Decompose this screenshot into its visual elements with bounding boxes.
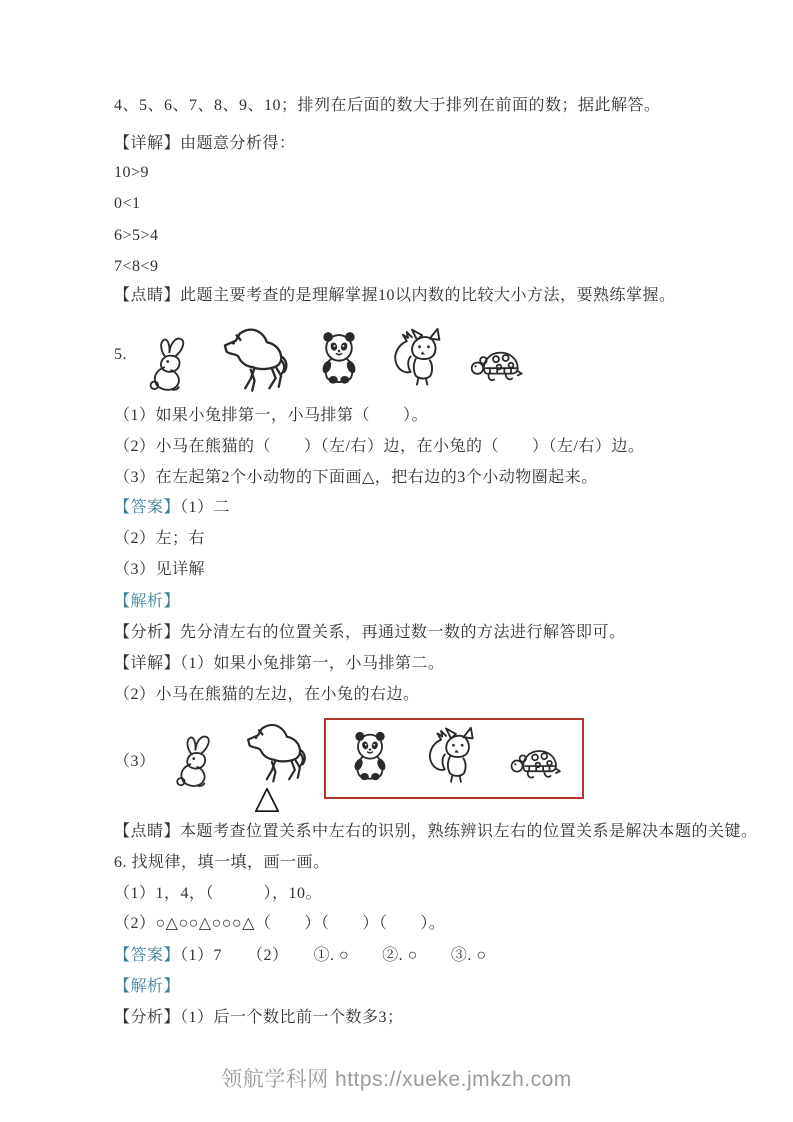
detail-label: 【详解】: [114, 135, 181, 152]
inequality-line: 10>9: [114, 164, 150, 181]
inequality-line: 6>5>4: [114, 227, 159, 244]
q6-title: 6. 找规律，填一填，画一画。: [114, 854, 330, 871]
q5-note-line: [114, 822, 758, 842]
panda-image: [340, 727, 400, 789]
inequality-line: 7<8<9: [114, 258, 159, 275]
horse-with-triangle: [236, 718, 312, 814]
analyze-text: （1）后一个数比前一个数多3；: [180, 1009, 404, 1026]
q4-note-line: [114, 286, 676, 306]
q5-sub2: （2）小马在熊猫的（ ）（左/右）边，在小兔的（ ）（左/右）边。: [114, 438, 645, 455]
answer-label: 【答案】: [114, 499, 181, 516]
answer-text: （1）二: [180, 499, 231, 516]
answer-text: （1）7 （2） ①. ○ ②. ○ ③. ○: [180, 947, 487, 964]
q6-sub1: （1）1，4，（ ），10。: [114, 885, 323, 902]
turtle-image: [463, 334, 529, 394]
analysis-label: 【解析】: [114, 978, 181, 995]
q5-analyze-line: [114, 623, 626, 643]
fox-image: [385, 326, 449, 392]
analyze-label: 【分析】: [114, 1009, 181, 1026]
q6-sub2: （2）○△○○△○○○△（ ）（ ）（ ）。: [114, 915, 446, 932]
analysis-label: 【解析】: [114, 593, 181, 610]
detail-text: 由题意分析得：: [180, 135, 296, 152]
note-label: 【点睛】: [114, 287, 181, 304]
q6-answer-line: [114, 946, 487, 966]
note-text: 此题主要考查的是理解掌握10以内数的比较大小方法，要熟练掌握。: [180, 287, 676, 304]
q5-answer2-line: （2）左；右: [114, 530, 206, 547]
q5-sub1: （1）如果小兔排第一，小马排第（ ）。: [114, 407, 429, 424]
analyze-text: 先分清左右的位置关系，再通过数一数的方法进行解答即可。: [180, 624, 626, 641]
answer-label: 【答案】: [114, 947, 181, 964]
q4-intro-text: 4、5、6、7、8、9、10；排列在后面的数大于排列在前面的数；据此解答。: [114, 97, 661, 114]
q5-animals-figure: [114, 320, 529, 400]
q5-detail1-line: [114, 654, 445, 674]
q5-answer3-line: （3）见详解: [114, 561, 206, 578]
panda-image: [307, 328, 371, 392]
detail-label: 【详解】: [114, 655, 181, 672]
rabbit-image: [141, 336, 199, 394]
fox-image: [420, 725, 482, 789]
q4-detail-line: [114, 134, 296, 154]
note-text: 本题考查位置关系中左右的识别，熟练辨识左右的位置关系是解决本题的关键。: [180, 823, 758, 840]
analyze-label: 【分析】: [114, 624, 181, 641]
triangle-mark: [251, 786, 283, 814]
inequality-line: 0<1: [114, 195, 141, 212]
q6-analyze-line: [114, 1008, 404, 1028]
horse-image: [213, 322, 293, 400]
q5-answer1-line: [114, 498, 230, 518]
q5-detail2-line: （2）小马在熊猫的左边，在小兔的右边。: [114, 686, 420, 703]
figure-label: （3）: [114, 753, 156, 770]
note-label: 【点睛】: [114, 823, 181, 840]
rabbit-image: [168, 734, 224, 790]
q5-sub3: （3）在左起第2个小动物的下面画△，把右边的3个小动物圈起来。: [114, 469, 598, 486]
site-watermark: 领航学科网 https://xueke.jmkzh.com: [221, 1068, 572, 1091]
question-number: 5.: [114, 346, 127, 363]
q5-answer-figure: [114, 714, 584, 814]
detail-text: （1）如果小兔排第一，小马排第二。: [180, 655, 445, 672]
answer-circle-box: [324, 718, 584, 799]
turtle-image: [502, 733, 568, 791]
horse-image: [236, 718, 312, 790]
